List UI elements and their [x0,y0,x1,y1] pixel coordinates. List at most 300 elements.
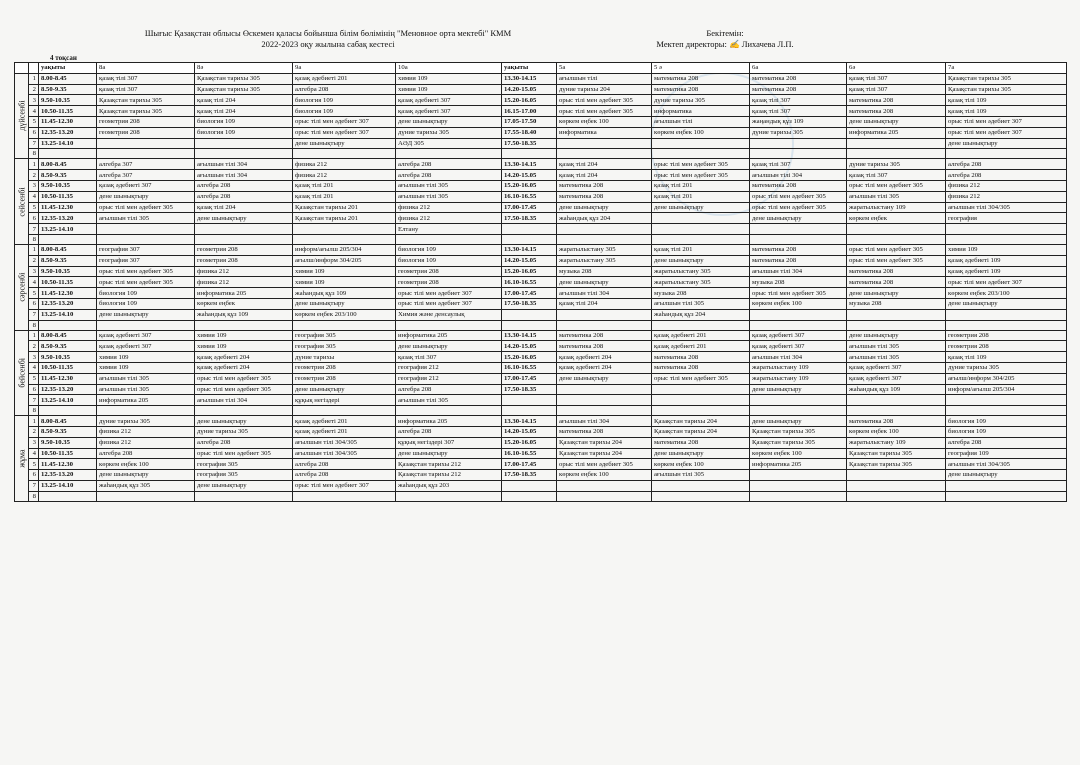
time-cell: 12.35-13.20 [39,213,97,224]
lesson-cell: Қазақстан тарихы 204 [557,437,652,448]
approval-block [630,28,820,50]
lesson-number: 2 [29,255,39,266]
table-row [15,116,1067,127]
lesson-cell: жаратылыстану 109 [847,437,946,448]
lesson-cell: музыка 208 [652,288,750,299]
lesson-cell: география 307 [97,244,195,255]
lesson-cell: дене шынықтыру [847,330,946,341]
lesson-cell [557,320,652,330]
lesson-cell: қазақ әдебиеті 201 [652,330,750,341]
table-row [15,84,1067,95]
lesson-cell: қазақ тілі 307 [97,84,195,95]
time-cell: 15.20-16.05 [502,95,557,106]
lesson-cell: көркем еңбек 100 [652,127,750,138]
lesson-cell: биология 109 [293,95,396,106]
lesson-cell [652,406,750,416]
lesson-cell: дене шынықтыру [847,116,946,127]
time-cell: 16.10-16.55 [502,277,557,288]
lesson-cell: жаратылыстану 305 [652,277,750,288]
table-row [15,106,1067,117]
lesson-cell: орыс тілі мен әдебиет 305 [557,95,652,106]
table-row [15,159,1067,170]
lesson-cell [946,395,1067,406]
lesson-number: 5 [29,459,39,470]
table-row [15,138,1067,149]
lesson-cell: қазақ әдебиеті 201 [293,426,396,437]
lesson-number: 1 [29,73,39,84]
lesson-cell: математика 208 [750,84,847,95]
lesson-cell: математика 208 [847,416,946,427]
lesson-cell: математика 208 [557,191,652,202]
table-header-row [15,63,1067,74]
table-row [15,384,1067,395]
lesson-cell [557,406,652,416]
lesson-cell: дене шынықтыру [195,480,293,491]
lesson-cell: қазақ тілі 307 [97,73,195,84]
lesson-number: 1 [29,416,39,427]
corner-cell [29,63,39,74]
lesson-cell [293,406,396,416]
lesson-cell: қазақ тілі 204 [195,106,293,117]
lesson-cell: қазақ әдебиеті 204 [195,362,293,373]
lesson-number: 5 [29,373,39,384]
lesson-cell: құқық негіздері [293,395,396,406]
table-row [15,149,1067,159]
time-cell [39,149,97,159]
table-row [15,480,1067,491]
lesson-number: 8 [29,406,39,416]
lesson-cell: ағылшын тілі 305 [97,213,195,224]
lesson-cell: көркем еңбек 203/100 [946,288,1067,299]
lesson-cell: геометрия 208 [396,266,502,277]
lesson-cell: қазақ тілі 204 [195,95,293,106]
lesson-number: 6 [29,213,39,224]
lesson-cell: ағылшын тілі 304 [557,288,652,299]
lesson-cell: физика 212 [946,180,1067,191]
lesson-cell: география 307 [97,255,195,266]
lesson-number: 3 [29,180,39,191]
time-cell: 11.45-12.30 [39,459,97,470]
table-row [15,224,1067,235]
lesson-cell: ағылшын тілі 305 [396,180,502,191]
lesson-cell [396,406,502,416]
lesson-cell: Қазақстан тарихы 305 [750,426,847,437]
lesson-cell: дене шынықтыру [557,373,652,384]
lesson-cell: дене шынықтыру [750,416,847,427]
schedule-table [14,62,1067,502]
lesson-cell: ағылшын тілі 304 [195,170,293,181]
time-cell: 13.30-14.15 [502,73,557,84]
time-cell: 9.50-10.35 [39,437,97,448]
table-row [15,352,1067,363]
lesson-cell [847,480,946,491]
lesson-cell: математика 208 [652,437,750,448]
lesson-cell [195,138,293,149]
lesson-cell: химия 109 [293,277,396,288]
lesson-cell: қазақ әдебиеті 307 [847,362,946,373]
lesson-cell: қазақ әдебиеті 109 [946,266,1067,277]
lesson-cell [557,234,652,244]
lesson-cell: орыс тілі мен әдебиет 305 [847,244,946,255]
time-cell: 14.20-15.05 [502,84,557,95]
column-header: 10а [396,63,502,74]
lesson-cell: биология 109 [97,288,195,299]
lesson-cell: көркем еңбек [847,213,946,224]
lesson-cell: көркем еңбек 100 [557,116,652,127]
lesson-cell: жаһандық құз 204 [557,213,652,224]
lesson-cell: қазақ әдебиеті 201 [293,73,396,84]
time-cell: 11.45-12.30 [39,116,97,127]
lesson-cell: информатика 205 [750,459,847,470]
lesson-cell: математика 208 [557,341,652,352]
lesson-cell: Қазақстан тарихы 305 [750,437,847,448]
lesson-cell: ағылшын тілі 304 [195,159,293,170]
lesson-cell: орыс тілі мен әдебиет 305 [750,202,847,213]
lesson-cell [195,149,293,159]
time-cell: 14.20-15.05 [502,426,557,437]
lesson-cell [750,320,847,330]
time-cell [39,406,97,416]
lesson-cell: орыс тілі мен әдебиет 307 [396,288,502,299]
time-cell: 13.25-14.10 [39,309,97,320]
lesson-cell: геометрия 208 [946,341,1067,352]
lesson-cell: география 212 [396,373,502,384]
lesson-number: 3 [29,437,39,448]
lesson-number: 3 [29,95,39,106]
time-cell: 10.50-11.35 [39,191,97,202]
lesson-cell: орыс тілі мен әдебиет 305 [750,288,847,299]
lesson-cell: ағылшын тілі 305 [652,470,750,481]
lesson-cell [97,138,195,149]
schedule-title: 2022-2023 оқу жылына сабақ кестесі [261,39,395,49]
lesson-cell: дене шынықтыру [97,191,195,202]
lesson-cell [97,234,195,244]
lesson-cell: қазақ әдебиеті 109 [946,255,1067,266]
lesson-cell: дене шынықтыру [946,470,1067,481]
time-cell: 17.50-18.35 [502,384,557,395]
lesson-cell: қазақ тілі 201 [293,180,396,191]
lesson-cell: дүние тарихы 305 [396,127,502,138]
lesson-number: 4 [29,191,39,202]
table-row [15,191,1067,202]
lesson-cell: орыс тілі мен әдебиет 307 [946,127,1067,138]
lesson-cell [750,470,847,481]
lesson-cell [557,384,652,395]
lesson-cell: математика 208 [750,255,847,266]
lesson-cell: ағылшын тілі 305 [97,373,195,384]
table-row [15,437,1067,448]
lesson-cell: дене шынықтыру [396,448,502,459]
lesson-cell: математика 208 [847,95,946,106]
lesson-number: 1 [29,330,39,341]
lesson-cell [557,309,652,320]
lesson-cell [946,406,1067,416]
lesson-cell: орыс тілі мен әдебиет 305 [557,459,652,470]
time-cell: 13.25-14.10 [39,395,97,406]
lesson-number: 3 [29,266,39,277]
lesson-cell: химия 109 [195,330,293,341]
time-cell: 8.00-8.45 [39,73,97,84]
lesson-cell: ағылшын тілі 305 [847,341,946,352]
time-cell [502,480,557,491]
lesson-cell: дене шынықтыру [652,255,750,266]
lesson-cell [946,320,1067,330]
day-label: дүйсенбі [15,73,29,159]
lesson-cell: алгебра 208 [946,437,1067,448]
lesson-cell: қазақ тілі 109 [946,95,1067,106]
lesson-cell: география [946,213,1067,224]
school-title: Шығыс Қазақстан облысы Өскемен қаласы бойынша білім бөлімінің "Меновное орта мектебі" КММ [144,28,512,38]
lesson-cell: биология 109 [946,416,1067,427]
lesson-cell [293,320,396,330]
time-cell: 8.00-8.45 [39,330,97,341]
time-cell: 9.50-10.35 [39,266,97,277]
lesson-cell: дүние тарихы 305 [946,362,1067,373]
lesson-cell [396,149,502,159]
lesson-cell: көркем еңбек 100 [750,448,847,459]
lesson-cell: география 305 [293,341,396,352]
column-header: уақыты [502,63,557,74]
lesson-cell: қазақ әдебиеті 307 [750,341,847,352]
lesson-cell: қазақ тілі 201 [652,191,750,202]
time-cell: 13.30-14.15 [502,244,557,255]
lesson-cell: көркем еңбек 100 [97,459,195,470]
lesson-cell [195,320,293,330]
lesson-cell: физика 212 [396,202,502,213]
lesson-cell: Қазақстан тарихы 212 [396,459,502,470]
lesson-cell: орыс тілі мен әдебиет 305 [652,170,750,181]
lesson-cell [396,234,502,244]
lesson-cell: дене шынықтыру [652,448,750,459]
lesson-number: 7 [29,138,39,149]
table-row [15,309,1067,320]
lesson-cell: қазақ әдебиеті 204 [557,362,652,373]
lesson-cell: физика 212 [293,170,396,181]
lesson-cell: география 305 [195,459,293,470]
lesson-number: 5 [29,288,39,299]
lesson-cell: Қазақстан тарихы 305 [847,459,946,470]
lesson-cell [847,138,946,149]
lesson-cell: биология 109 [195,127,293,138]
lesson-cell: орыс тілі мен әдебиет 305 [652,159,750,170]
lesson-cell: қазақ тілі 109 [946,352,1067,363]
lesson-cell: жаратылыстану 305 [652,266,750,277]
lesson-cell: алгебра 208 [293,84,396,95]
lesson-cell: ағылшын тілі 305 [847,352,946,363]
time-cell: 13.25-14.10 [39,224,97,235]
lesson-cell: химия 109 [293,266,396,277]
lesson-cell [946,491,1067,501]
time-cell: 8.50-9.35 [39,255,97,266]
time-cell: 17.00-17.45 [502,202,557,213]
lesson-cell: информатика 205 [396,330,502,341]
table-row [15,266,1067,277]
lesson-cell [97,320,195,330]
lesson-cell: дене шынықтыру [946,298,1067,309]
time-cell [502,309,557,320]
lesson-cell: орыс тілі мен әдебиет 305 [750,191,847,202]
lesson-cell: биология 109 [946,426,1067,437]
lesson-cell [750,309,847,320]
lesson-cell: ағылшын тілі 305 [396,395,502,406]
lesson-cell [97,149,195,159]
lesson-cell: геометрия 208 [195,244,293,255]
time-cell: 16.10-16.55 [502,448,557,459]
table-row [15,416,1067,427]
lesson-cell [652,384,750,395]
time-cell [502,395,557,406]
lesson-cell: қазақ тілі 307 [847,84,946,95]
lesson-cell: физика 212 [293,159,396,170]
lesson-cell [293,491,396,501]
time-cell: 12.35-13.20 [39,384,97,395]
lesson-cell: физика 212 [396,213,502,224]
lesson-number: 8 [29,234,39,244]
lesson-cell [946,149,1067,159]
column-header: 8а [97,63,195,74]
table-row [15,298,1067,309]
lesson-cell: алгебра 208 [396,384,502,395]
lesson-number: 4 [29,448,39,459]
lesson-cell: география 109 [946,448,1067,459]
lesson-cell [195,234,293,244]
lesson-cell: ағылшын тілі [557,73,652,84]
lesson-cell: көркем еңбек [195,298,293,309]
time-cell: 17.00-17.45 [502,373,557,384]
lesson-cell: қазақ тілі 307 [750,95,847,106]
table-row [15,491,1067,501]
time-cell: 14.20-15.05 [502,255,557,266]
lesson-cell [847,320,946,330]
table-row [15,170,1067,181]
lesson-cell [557,491,652,501]
lesson-cell: жаратылыстану 109 [750,373,847,384]
director-name: Лихачева Л.П. [741,39,794,49]
lesson-cell: химия 109 [97,352,195,363]
lesson-number: 6 [29,127,39,138]
lesson-cell: физика 212 [97,426,195,437]
lesson-cell: алгебра 208 [396,426,502,437]
lesson-cell: геометрия 208 [293,362,396,373]
lesson-cell [750,224,847,235]
lesson-cell: жаһандық құз 204 [652,309,750,320]
lesson-cell: биология 109 [97,298,195,309]
lesson-cell: дене шынықтыру [97,470,195,481]
table-row [15,213,1067,224]
lesson-cell: қазақ әдебиеті 201 [652,341,750,352]
lesson-cell: дене шынықтыру [557,202,652,213]
column-header: 8ә [195,63,293,74]
time-cell: 17.00-17.45 [502,288,557,299]
lesson-cell: Қазақстан тарихы 305 [195,84,293,95]
column-header: 6ә [847,63,946,74]
lesson-cell [847,395,946,406]
lesson-cell [396,491,502,501]
time-cell [39,234,97,244]
lesson-number: 6 [29,384,39,395]
lesson-cell: информатика 205 [847,127,946,138]
lesson-cell: дүние тарихы 305 [652,95,750,106]
lesson-cell: ағылшын тілі 304 [750,170,847,181]
lesson-number: 4 [29,277,39,288]
lesson-cell: геометрия 208 [97,127,195,138]
lesson-cell: Қазақстан тарихы 305 [195,73,293,84]
time-cell: 15.20-16.05 [502,352,557,363]
lesson-cell: ағылшын тілі 304 [750,352,847,363]
lesson-cell: геометрия 208 [293,373,396,384]
lesson-cell: орыс тілі мен әдебиет 305 [847,255,946,266]
time-cell [39,491,97,501]
time-cell: 17.50-18.35 [502,213,557,224]
lesson-cell: қазақ әдебиеті 307 [97,341,195,352]
lesson-cell [750,149,847,159]
lesson-cell: геометрия 208 [396,277,502,288]
table-row [15,277,1067,288]
day-label: сәрсенбі [15,244,29,330]
lesson-cell: ағылшын тілі 304 [195,395,293,406]
lesson-cell: алгебра 208 [293,459,396,470]
lesson-cell: дүние тарихы 305 [97,416,195,427]
lesson-cell [946,480,1067,491]
lesson-cell: дене шынықтыру [195,416,293,427]
lesson-cell: алгебра 307 [97,159,195,170]
lesson-cell: Қазақстан тарихы 212 [396,470,502,481]
lesson-cell: орыс тілі мен әдебиет 307 [293,116,396,127]
lesson-cell: ағылшын тілі 305 [97,384,195,395]
lesson-number: 7 [29,480,39,491]
time-cell: 10.50-11.35 [39,362,97,373]
lesson-cell: қазақ әдебиеті 204 [557,352,652,363]
lesson-cell: география 212 [396,362,502,373]
lesson-cell: Қазақстан тарихы 305 [97,106,195,117]
lesson-cell: алгебра 208 [293,470,396,481]
lesson-number: 8 [29,491,39,501]
lesson-cell [750,234,847,244]
time-cell: 8.50-9.35 [39,341,97,352]
lesson-cell: қазақ тілі 307 [396,352,502,363]
lesson-cell: дене шынықтыру [396,116,502,127]
table-row [15,95,1067,106]
lesson-cell [557,224,652,235]
lesson-cell [652,234,750,244]
lesson-cell [652,480,750,491]
lesson-cell: қазақ тілі 307 [847,170,946,181]
lesson-cell: Қазақстан тарихы 305 [946,84,1067,95]
lesson-number: 7 [29,395,39,406]
lesson-cell: дүние тарихы 305 [847,159,946,170]
lesson-cell [652,395,750,406]
lesson-cell: орыс тілі мен әдебиет 305 [847,180,946,191]
lesson-cell [557,149,652,159]
lesson-number: 2 [29,84,39,95]
column-header: уақыты [39,63,97,74]
lesson-cell: алгебра 208 [946,170,1067,181]
lesson-cell: дене шынықтыру [396,341,502,352]
time-cell: 13.25-14.10 [39,138,97,149]
table-row [15,202,1067,213]
lesson-number: 8 [29,149,39,159]
time-cell: 8.50-9.35 [39,84,97,95]
lesson-cell [946,309,1067,320]
lesson-cell: қазақ тілі 204 [557,170,652,181]
lesson-cell: алгебра 208 [396,159,502,170]
lesson-cell [750,138,847,149]
lesson-cell: көркем еңбек 100 [557,470,652,481]
lesson-cell: жаратылыстану 305 [557,244,652,255]
table-row [15,180,1067,191]
lesson-cell: орыс тілі мен әдебиет 305 [195,373,293,384]
document-header [128,28,528,50]
